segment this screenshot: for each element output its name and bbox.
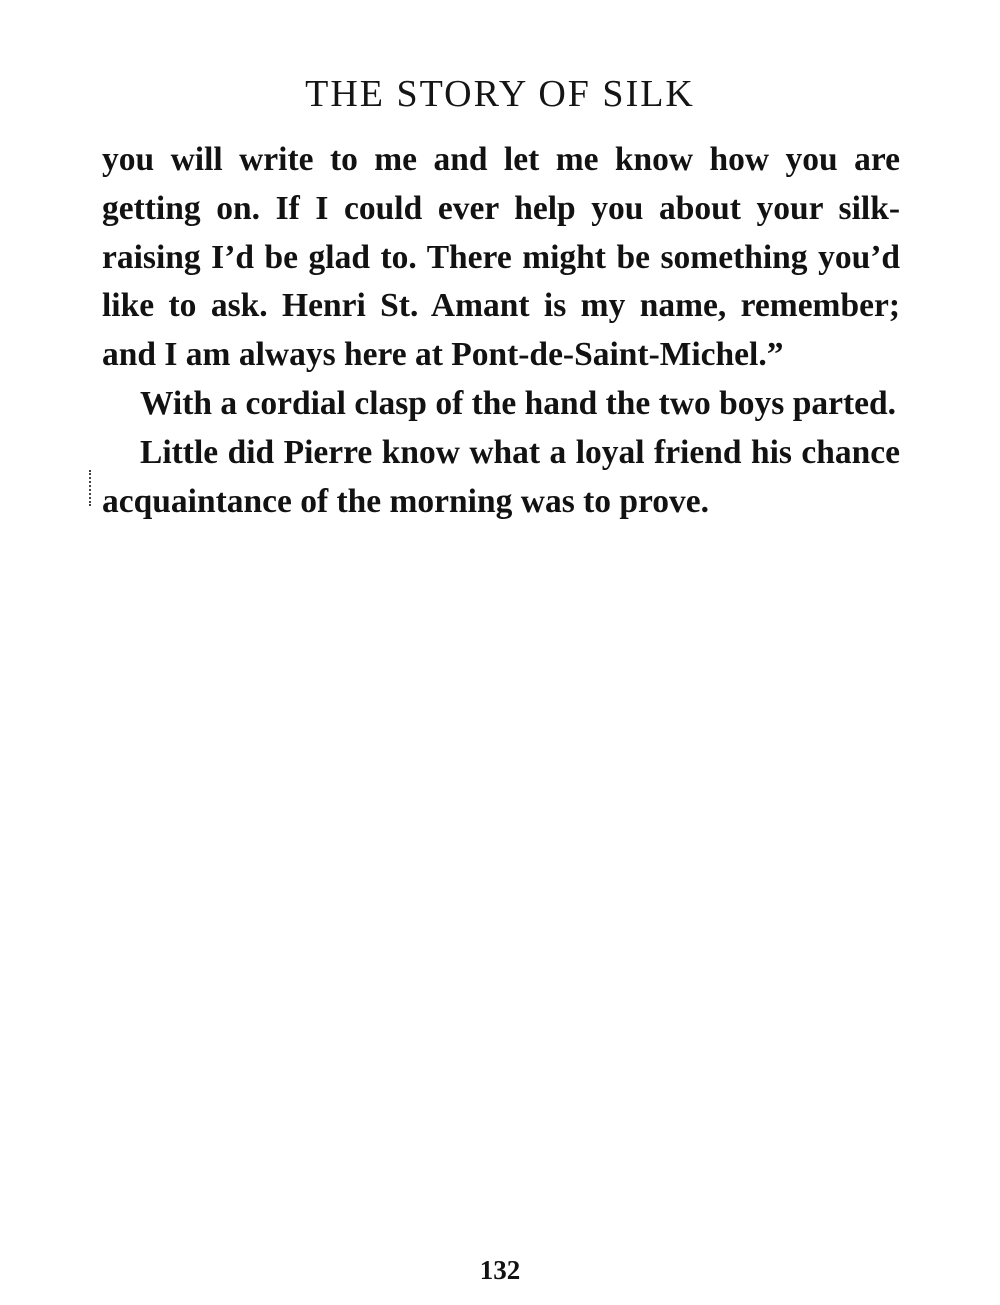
margin-mark	[89, 470, 94, 506]
paragraph-3: Little did Pierre know what a loyal friend his chance acquaintance of the morning was to prove.	[102, 433, 900, 520]
paragraph-1: you will write to me and let me know how you are getting on. If I could ever help you about your silk-raising I’d be glad to. There might be something you’d like to ask. Henri St. Amant is my name, remember; and I am always here at Pont-de-Saint-Michel.”	[102, 141, 900, 374]
paragraph-2: With a cordial clasp of the hand the two boys parted.	[140, 384, 896, 422]
body-text	[102, 136, 900, 526]
running-head-title: THE STORY OF SILK	[305, 73, 695, 115]
page-number: 132	[479, 1255, 521, 1285]
